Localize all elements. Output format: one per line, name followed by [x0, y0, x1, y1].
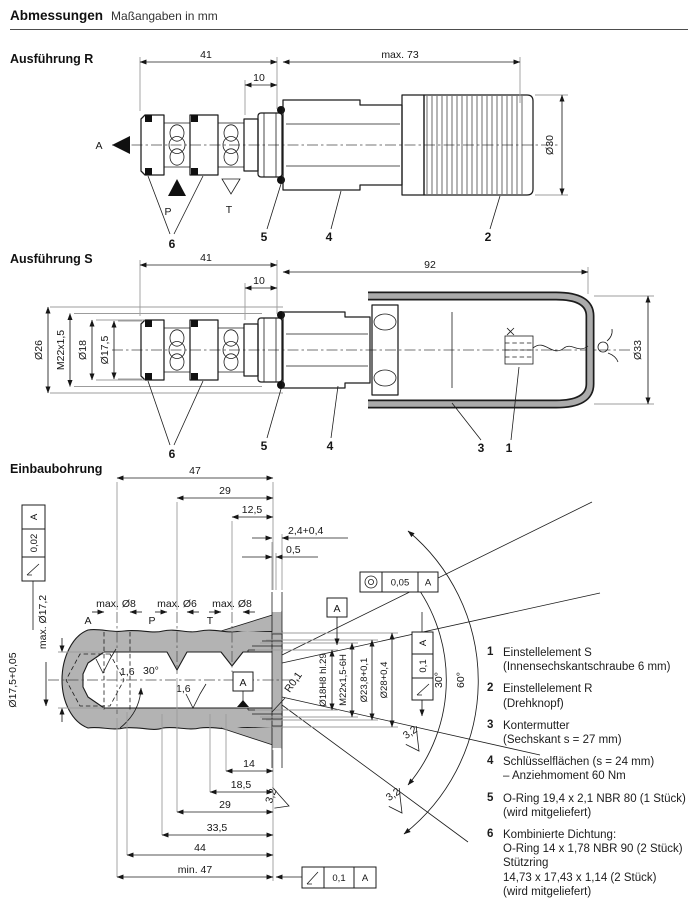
legend-num: 6	[487, 828, 494, 841]
concentricity-frame	[360, 572, 438, 592]
port-t-label: T	[225, 204, 233, 216]
callout-4: 4	[326, 439, 334, 453]
cone-30-label: 30°	[143, 665, 159, 677]
rough-3-2-b-label: 3,2	[400, 723, 420, 742]
angle-60-label: 60°	[455, 672, 467, 688]
fcf-top-datum: A	[29, 513, 40, 521]
dim-14-label: 14	[243, 758, 255, 770]
legend-item-6	[487, 828, 695, 899]
dim-dia33-label: Ø33	[632, 340, 644, 360]
bottom-feature-frame	[276, 867, 376, 888]
dim-m22-label: M22x1,5	[55, 329, 67, 371]
page-header	[10, 7, 218, 25]
max-dia6-p-label: max. Ø6	[157, 598, 197, 610]
legend-line: (wird mitgeliefert)	[503, 885, 592, 898]
rough-1-6-b-label: 1,6	[176, 683, 191, 695]
dim-29-top-label: 29	[219, 485, 231, 497]
legend-line: 14,73 x 17,43 x 1,14 (2 Stück)	[503, 871, 657, 884]
drawing-ausfuehrung-r	[0, 45, 698, 250]
dim-92-label: 92	[424, 259, 436, 271]
callout-6: 6	[168, 447, 176, 460]
legend-line: Kombinierte Dichtung:	[503, 829, 617, 842]
port-p-label: P	[148, 615, 156, 627]
port-a-label: A	[84, 615, 92, 627]
dim-2-4-label: 2,4+0,4	[288, 525, 324, 537]
drawing-ausfuehrung-s	[0, 250, 698, 460]
max-dia17-2-label: max. Ø17,2	[37, 594, 49, 650]
legend-line: Schlüsselflächen (s = 24 mm)	[503, 756, 655, 769]
callout-5: 5	[260, 439, 268, 453]
left-dimensions	[7, 505, 104, 722]
m22-thread-label: M22x1,5-6H	[338, 654, 349, 706]
dim-10-label: 10	[253, 72, 265, 84]
legend-line: O-Ring 19,4 x 2,1 NBR 80 (1 Stück)	[503, 792, 686, 805]
fcf-right-tol: 0,1	[418, 659, 429, 673]
callout-5: 5	[260, 230, 268, 244]
legend-line: (Innensechskantschraube 6 mm)	[503, 661, 671, 674]
legend-line: O-Ring 14 x 1,78 NBR 90 (2 Stück)	[503, 843, 683, 856]
dim-41-label: 41	[200, 49, 212, 61]
fcf-top-tol: 0,02	[29, 533, 40, 553]
datum-a2-label: A	[239, 677, 247, 689]
legend	[487, 646, 695, 903]
callout-6: 6	[168, 237, 176, 250]
legend-line: Einstellelement S	[503, 647, 592, 659]
port-t-arrow-icon	[222, 179, 240, 194]
dim-12-5-label: 12,5	[241, 504, 263, 516]
legend-item-5	[487, 792, 695, 820]
dim-dia18-label: Ø18	[77, 340, 89, 360]
legend-item-3	[487, 719, 695, 747]
dia17-5-label: Ø17,5+0,05	[7, 652, 19, 708]
dim-dia26-label: Ø26	[33, 340, 45, 360]
port-a-arrow-icon	[112, 136, 130, 154]
port-p-label: P	[164, 206, 172, 218]
rough-3-2-a-label: 3,2	[263, 787, 280, 805]
dim-dia30-label: Ø30	[544, 135, 556, 155]
callout-1: 1	[505, 441, 513, 455]
legend-line: Kontermutter	[503, 719, 570, 732]
dim-18-5-label: 18,5	[230, 779, 252, 791]
port-a-label: A	[95, 140, 103, 152]
header-divider	[10, 29, 688, 30]
dia28-label: Ø28+0,4	[379, 661, 390, 699]
page-subtitle: Maßangaben in mm	[111, 9, 218, 23]
fcf-right-datum: A	[418, 639, 429, 647]
fcf-bottom-datum: A	[361, 873, 369, 884]
dim-33-5-label: 33,5	[206, 822, 228, 834]
datum-a1-label: A	[333, 603, 341, 615]
dim-29-bottom-label: 29	[219, 799, 231, 811]
legend-line: (Drehknopf)	[503, 697, 564, 710]
callout-3: 3	[477, 441, 485, 455]
dim-max73-label: max. 73	[381, 49, 419, 61]
dim-47-label: 47	[189, 465, 201, 477]
dim-0-5-label: 0,5	[286, 544, 301, 556]
port-t-label: T	[206, 615, 214, 627]
dim-44-label: 44	[194, 842, 206, 854]
dia18h8-label: Ø18H8 hl.29	[318, 653, 329, 707]
legend-line: Stützring	[503, 857, 549, 870]
section-title-ausfuehrung-r: Ausführung R	[10, 52, 94, 66]
rough-3-2-c-label: 3,2	[383, 785, 403, 804]
top-dimensions	[117, 465, 348, 610]
max-dia8-t-label: max. Ø8	[212, 598, 252, 610]
legend-num: 4	[487, 755, 494, 768]
legend-line: (wird mitgeliefert)	[503, 806, 592, 819]
seal-mark-icon	[507, 328, 514, 335]
port-dimensions	[84, 598, 255, 627]
lead-seal	[598, 342, 608, 352]
legend-line: Einstellelement R	[503, 683, 593, 696]
fcf-conc-datum: A	[424, 577, 432, 589]
legend-item-2	[487, 682, 695, 710]
fcf-bottom-tol: 0,1	[332, 873, 346, 884]
legend-item-4	[487, 755, 695, 783]
section-title-einbaubohrung: Einbaubohrung	[10, 462, 103, 476]
section-title-ausfuehrung-s: Ausführung S	[10, 252, 93, 266]
dimensions	[140, 49, 568, 195]
radius-r0-1-label: R0,1	[282, 669, 305, 695]
dia23-8-label: Ø23,8+0,1	[359, 657, 370, 703]
legend-line: (Sechskant s = 27 mm)	[503, 734, 622, 747]
dim-dia175-label: Ø17,5	[99, 335, 111, 365]
dim-41-label: 41	[200, 252, 212, 264]
port-p-arrow-icon	[168, 179, 186, 196]
legend-num: 5	[487, 791, 494, 804]
legend-line: – Anziehmoment 60 Nm	[503, 770, 626, 783]
legend-num: 1	[487, 646, 494, 658]
dim-10-label: 10	[253, 275, 265, 287]
callout-4: 4	[325, 230, 333, 244]
angle-30-label: 30°	[433, 672, 445, 688]
dim-min-47-label: min. 47	[177, 864, 213, 876]
fcf-conc-tol: 0,05	[390, 577, 410, 589]
page-title: Abmessungen	[10, 8, 104, 23]
legend-num: 3	[487, 718, 494, 731]
max-dia8-a-label: max. Ø8	[96, 598, 136, 610]
callout-2: 2	[484, 230, 492, 244]
dimensions	[33, 252, 654, 404]
legend-num: 2	[487, 682, 494, 695]
legend-item-1	[487, 646, 695, 674]
rough-1-6-a-label: 1,6	[120, 666, 135, 678]
callouts	[148, 367, 519, 460]
